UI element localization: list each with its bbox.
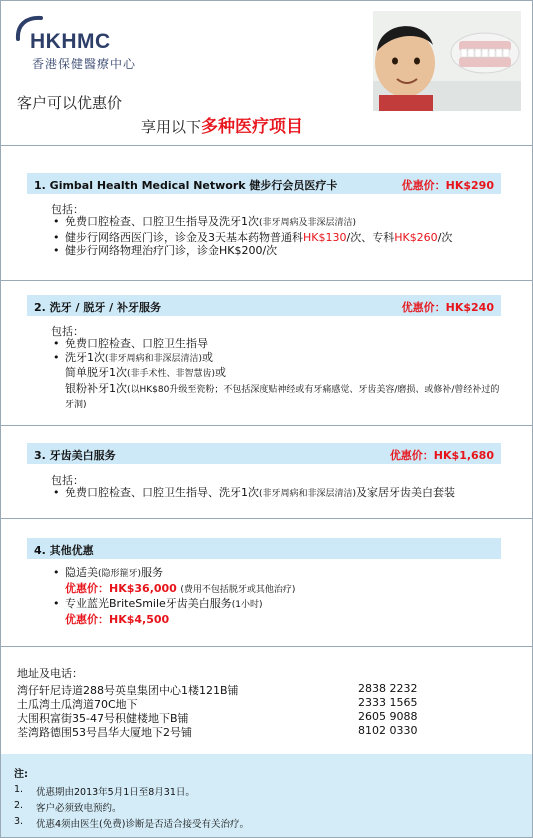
list-item: • 健步行网络物理治疗门诊，诊金HK$200/次 bbox=[52, 244, 512, 258]
section-2-list bbox=[52, 337, 504, 413]
note-text: 客户必须致电预约。 bbox=[36, 803, 122, 814]
divider bbox=[0, 425, 533, 426]
notes-title: 注: bbox=[14, 769, 28, 780]
section-1-price: 优惠价：HK$290 bbox=[401, 179, 494, 192]
note-text: 优惠4须由医生(免费)诊断是否适合接受有关治疗。 bbox=[36, 819, 249, 830]
section-1-list bbox=[52, 215, 512, 258]
section-4-list bbox=[52, 566, 504, 626]
section-1-includes-label: 包括： bbox=[51, 203, 84, 216]
section-1-header bbox=[27, 173, 501, 194]
offer-price: 优惠价：HK$36,000 bbox=[65, 581, 177, 595]
phone-number: 2605 9088 bbox=[358, 710, 418, 723]
list-item: • 免费口腔检查、口腔卫生指导及洗牙1次(非牙周病及非深层清洁) bbox=[52, 215, 512, 231]
address-line: 大围积富街35-47号积健楼地下B铺 bbox=[17, 712, 189, 725]
list-item: • 免费口腔检查、口腔卫生指导、洗牙1次(非牙周病和非深层清洁)及家居牙齿美白套装 bbox=[52, 486, 522, 502]
note-number: 1. bbox=[14, 784, 24, 795]
address-line: 荃湾路德围53号昌华大厦地下2号铺 bbox=[17, 726, 192, 739]
notes-panel bbox=[1, 754, 532, 837]
section-3-price: 优惠价：HK$1,680 bbox=[389, 449, 494, 462]
divider bbox=[0, 646, 533, 647]
section-2-price: 优惠价：HK$240 bbox=[401, 301, 494, 314]
phone-number: 8102 0330 bbox=[358, 724, 418, 737]
section-4-header bbox=[27, 538, 501, 559]
section-3-header bbox=[27, 443, 501, 464]
address-line: 土瓜湾土瓜湾道70C地下 bbox=[17, 698, 138, 711]
hero-line-1: 客户可以优惠价 bbox=[17, 94, 123, 112]
list-item: • 洗牙1次(非牙周病和非深层清洁)或 简单脱牙1次(非手术性、非智慧齿)或 银粉补牙1次(以HK$80升级至瓷粉；不包括深度贴神经或有牙痛感觉、牙齿美容/磨损、或修补/曾经补过的牙洞) bbox=[52, 351, 504, 413]
logo-subtitle: 香港保健醫療中心 bbox=[32, 57, 137, 71]
divider bbox=[0, 518, 533, 519]
hero-highlight: 多种医疗项目 bbox=[201, 117, 304, 137]
section-3-includes-label: 包括： bbox=[51, 474, 84, 487]
hero-line-2: 享用以下多种医疗项目 bbox=[141, 117, 304, 137]
offer-price: 优惠价：HK$4,500 bbox=[65, 612, 170, 626]
divider bbox=[0, 280, 533, 281]
contact-title: 地址及电话： bbox=[17, 667, 83, 680]
address-line: 湾仔轩尼诗道288号英皇集团中心1楼121B铺 bbox=[17, 684, 239, 697]
section-4-title: 4. 其他优惠 bbox=[34, 544, 94, 557]
list-item: • 健步行网络西医门诊，诊金及3天基本药物普通科HK$130/次、专科HK$260/次 bbox=[52, 231, 512, 245]
phone-number: 2333 1565 bbox=[358, 696, 418, 709]
phone-number: 2838 2232 bbox=[358, 682, 418, 695]
hero-photo bbox=[373, 11, 521, 111]
note-text: 优惠期由2013年5月1日至8月31日。 bbox=[36, 787, 195, 798]
list-item: • 免费口腔检查、口腔卫生指导 bbox=[52, 337, 504, 351]
section-2-header bbox=[27, 295, 501, 316]
list-item: • 隐适美(隐形箍牙)服务 优惠价：HK$36,000 (费用不包括脱牙或其他治疗) bbox=[52, 566, 504, 597]
section-3-list bbox=[52, 486, 522, 502]
section-3-title: 3. 牙齿美白服务 bbox=[34, 449, 116, 462]
note-number: 2. bbox=[14, 800, 24, 811]
logo: HKHMC bbox=[30, 30, 111, 53]
note-number: 3. bbox=[14, 816, 24, 827]
section-2-title: 2. 洗牙 / 脱牙 / 补牙服务 bbox=[34, 301, 162, 314]
section-1-title: 1. Gimbal Health Medical Network 健步行会员医疗卡 bbox=[34, 179, 338, 192]
list-item: • 专业蓝光BriteSmile牙齿美白服务(1小时) 优惠价：HK$4,500 bbox=[52, 597, 504, 626]
section-2-includes-label: 包括： bbox=[51, 325, 84, 338]
divider bbox=[0, 145, 533, 146]
